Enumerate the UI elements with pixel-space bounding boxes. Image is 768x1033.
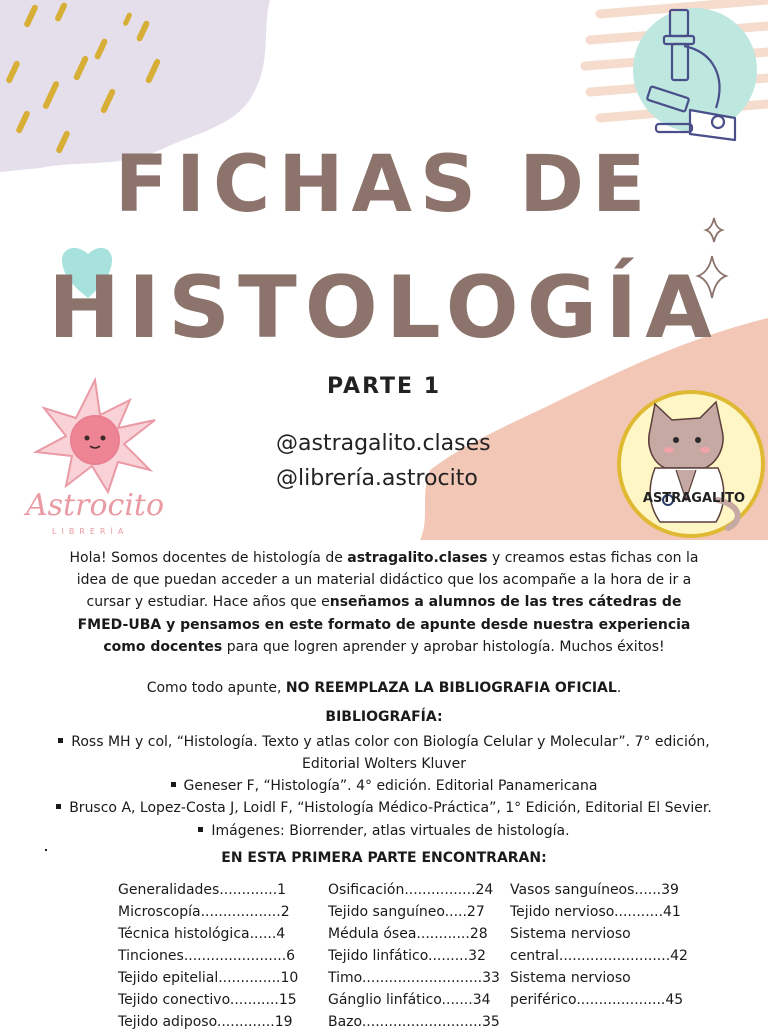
intro-paragraph [62, 547, 706, 658]
contents-entry: Generalidades.............1 [118, 882, 287, 898]
note-text: Como todo apunte, [146, 680, 286, 696]
disclaimer-note [0, 680, 768, 696]
bullet-icon [198, 827, 203, 832]
bibliography-title: BIBLIOGRAFÍA: [325, 709, 443, 725]
bibliography-item-text: Ross MH y col, “Histología. Texto y atlas color con Biología Celular y Molecular”. 7° edición, Editorial Wolters Kluver [71, 734, 710, 772]
title-line-1: FICHAS DE [114, 140, 654, 230]
contents-entry: Bazo...........................35 [328, 1014, 500, 1030]
contents-entry: Sistema nervioso [510, 926, 631, 942]
contents-entry: Tejido linfático.........32 [328, 948, 486, 964]
bibliography-item [30, 731, 738, 775]
contents-entry: Médula ósea............28 [328, 926, 488, 942]
bullet-icon [58, 738, 63, 743]
contents-entry: Tejido adiposo.............19 [118, 1014, 293, 1030]
contents-column-1 [118, 879, 299, 1033]
contents-entry: periférico....................45 [510, 992, 684, 1008]
contents-title: EN ESTA PRIMERA PARTE ENCONTRARAN: [221, 850, 547, 866]
astrocito-logo-subtitle: LIBRERÍA [52, 527, 129, 536]
note-bold: NO REEMPLAZA LA BIBLIOGRAFIA OFICIAL [285, 680, 617, 696]
bibliography-item [30, 797, 738, 819]
instagram-handle-clases[interactable]: @astragalito.clases [276, 431, 491, 456]
intro-bold-statement: nseñamos a alumnos de las tres cátedras de FMED-UBA y pensamos en este formato de apunte desde nuestra experiencia como docentes [77, 594, 691, 655]
contents-entry: Vasos sanguíneos......39 [510, 882, 679, 898]
bibliography-item-text: Imágenes: Biorrender, atlas virtuales de histología. [211, 823, 570, 839]
contents-entry: Tejido nervioso...........41 [510, 904, 681, 920]
astrocito-logo-text: Astrocito [26, 488, 165, 523]
bibliography-item-text: Brusco A, Lopez-Costa J, Loidl F, “Histología Médico-Práctica”, 1° Edición, Editorial El Sevier. [69, 800, 712, 816]
title-line-2: HISTOLOGÍA [48, 258, 720, 358]
contents-column-2 [328, 879, 500, 1033]
intro-text-1: Hola! Somos docentes de histología de [69, 550, 348, 566]
instagram-handle-libreria[interactable]: @librería.astrocito [276, 466, 478, 491]
bullet-icon [56, 804, 61, 809]
contents-column-3 [510, 879, 688, 1011]
bibliography-item [30, 820, 738, 842]
intro-bold-handle: astragalito.clases [347, 550, 488, 566]
contents-entry: Gánglio linfático.......34 [328, 992, 491, 1008]
part-label: PARTE 1 [326, 374, 442, 399]
bibliography-item-text: Geneser F, “Histología”. 4° edición. Editorial Panamericana [183, 778, 598, 794]
contents-entry: Timo...........................33 [328, 970, 500, 986]
contents-entry: Tejido sanguíneo.....27 [328, 904, 485, 920]
contents-entry: Osificación................24 [328, 882, 494, 898]
bullet-icon [171, 782, 176, 787]
contents-entry: central.........................42 [510, 948, 688, 964]
contents-entry: Sistema nervioso [510, 970, 631, 986]
intro-text-3: para que logren aprender y aprobar histología. Muchos éxitos! [222, 638, 665, 655]
contents-entry: Tejido epitelial..............10 [118, 970, 299, 986]
contents-entry: Técnica histológica......4 [118, 926, 286, 942]
contents-entry: Tejido conectivo...........15 [118, 992, 297, 1008]
intro-text-2: y creamos estas fichas con la idea de que puedan acceder a un material didáctico que los acompañe a la hora de ir a cursar y estudiar. Hace años que e [76, 550, 699, 611]
bibliography-item [30, 775, 738, 797]
contents-entry: Tinciones.......................6 [118, 948, 296, 964]
note-end: . [616, 680, 622, 696]
contents-entry: Microscopía..................2 [118, 904, 290, 920]
astragalito-badge-label: ASTRAGALITO [642, 491, 746, 506]
